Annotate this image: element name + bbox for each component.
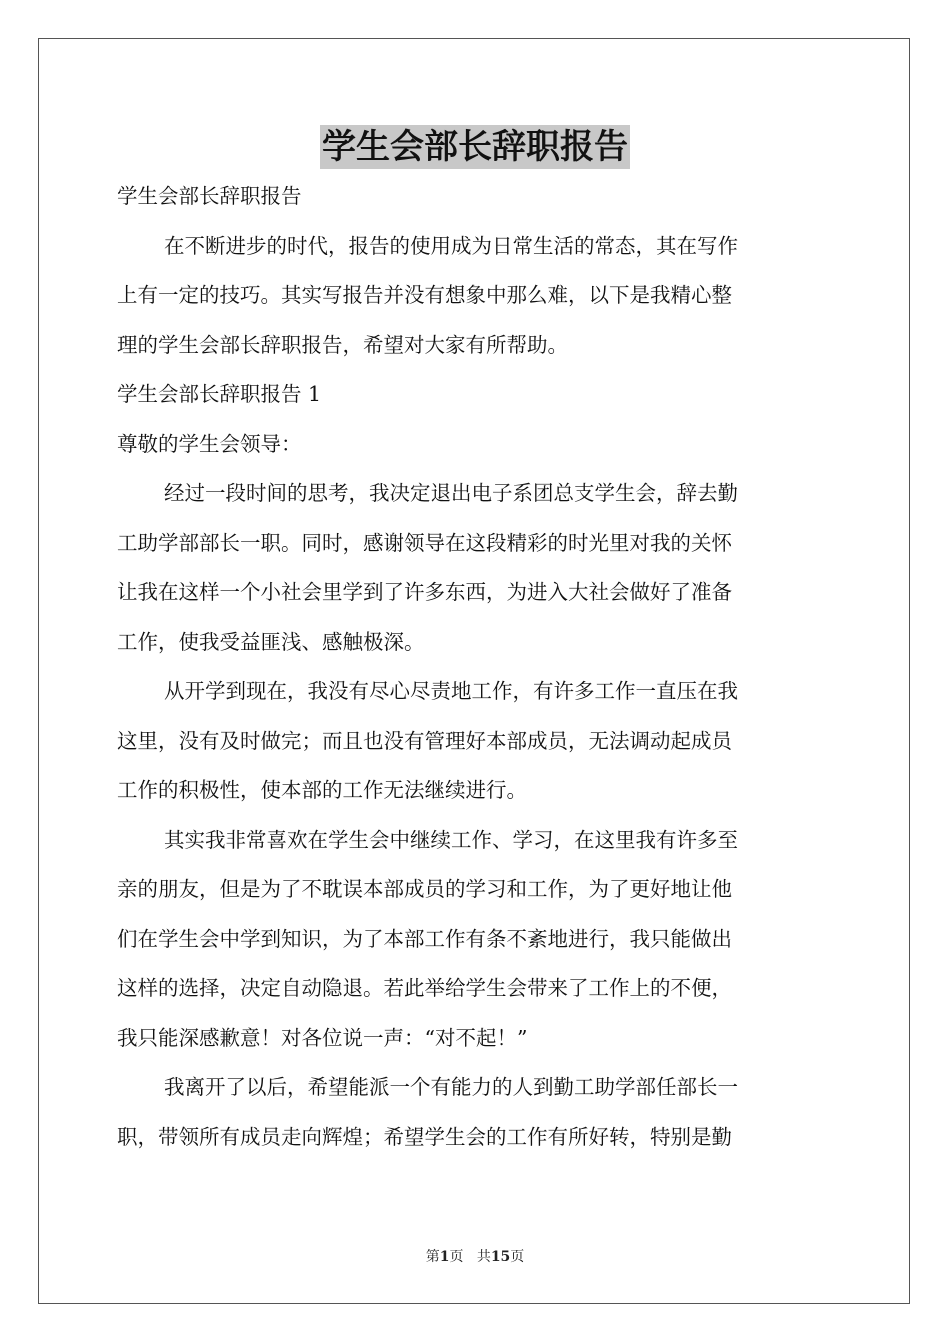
footer-page-suffix: 页 — [449, 1249, 464, 1265]
text-line: 学生会部长辞职报告 — [117, 184, 302, 208]
text-line: 其实我非常喜欢在学生会中继续工作、学习，在这里我有许多至 — [164, 827, 738, 852]
text-line: 我离开了以后，希望能派一个有能力的人到勤工助学部任部长一 — [164, 1075, 738, 1099]
text-line: 从开学到现在，我没有尽心尽责地工作，有许多工作一直压在我 — [164, 679, 738, 703]
text-line: 职，带领所有成员走向辉煌；希望学生会的工作有所好转，特别是勤 — [117, 1124, 732, 1149]
text-line: 亲的朋友，但是为了不耽误本部成员的学习和工作，为了更好地让他 — [117, 877, 732, 901]
text-line: 在不断进步的时代，报告的使用成为日常生活的常态，其在写作 — [164, 233, 738, 258]
text-line: 这里，没有及时做完；而且也没有管理好本部成员，无法调动起成员 — [117, 728, 732, 753]
text-line: 理的学生会部长辞职报告，希望对大家有所帮助。 — [117, 332, 568, 357]
text-line: 经过一段时间的思考，我决定退出电子系团总支学生会，辞去勤 — [164, 481, 738, 505]
footer-page-prefix: 第 — [425, 1249, 440, 1265]
footer-total-pages: 15 — [490, 1249, 511, 1265]
text-line: 让我在这样一个小社会里学到了许多东西，为进入大社会做好了准备 — [117, 580, 732, 604]
document-body — [117, 172, 835, 1162]
document-title: 学生会部长辞职报告 — [322, 127, 628, 167]
text-line: 们在学生会中学到知识，为了本部工作有条不紊地进行，我只能做出 — [117, 926, 732, 951]
text-line: 尊敬的学生会领导： — [117, 431, 302, 456]
text-line: 学生会部长辞职报告 1 — [117, 382, 322, 406]
text-line: 我只能深感歉意！对各位说一声：“对不起！” — [117, 1025, 528, 1050]
footer-total-prefix: 共 — [476, 1249, 491, 1265]
text-line: 上有一定的技巧。其实写报告并没有想象中那么难，以下是我精心整 — [117, 283, 732, 307]
text-line: 这样的选择，决定自动隐退。若此举给学生会带来了工作上的不便， — [117, 976, 732, 1000]
text-line: 工助学部部长一职。同时，感谢领导在这段精彩的时光里对我的关怀 — [117, 530, 732, 555]
title-container — [0, 125, 950, 169]
text-line: 工作，使我受益匪浅、感触极深。 — [117, 629, 425, 654]
text-line: 工作的积极性，使本部的工作无法继续进行。 — [117, 778, 527, 802]
page-footer — [0, 1246, 950, 1266]
footer-page-number: 1 — [439, 1249, 450, 1265]
footer-total-suffix: 页 — [510, 1249, 525, 1265]
